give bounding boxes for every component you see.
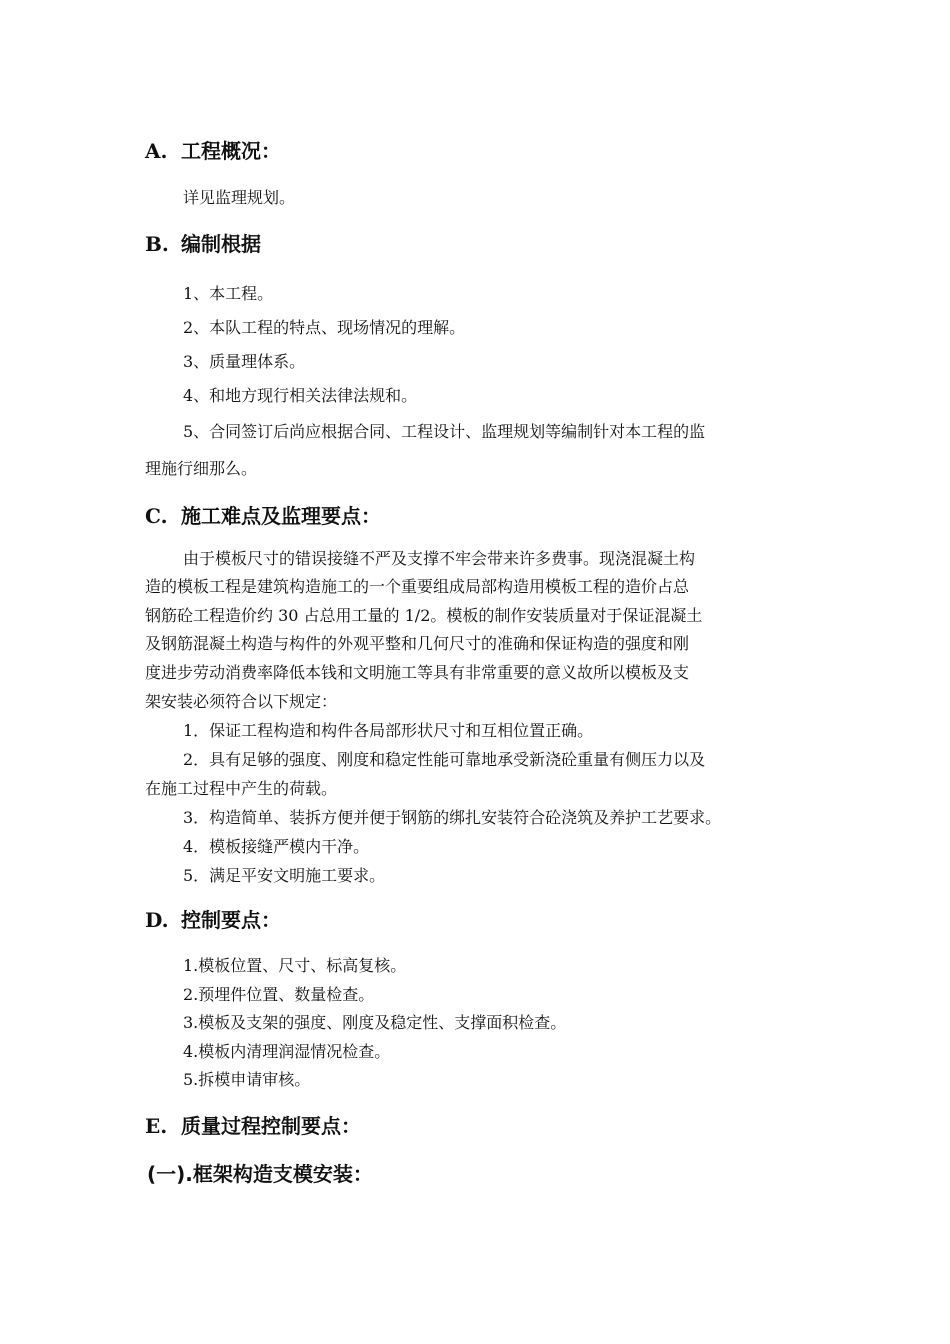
section-a-heading bbox=[145, 138, 281, 164]
intro-line: 由于模板尺寸的错误接缝不严及支撑不牢会带来许多费事。现浇混凝土构 bbox=[183, 549, 696, 568]
rule-item: 4．模板接缝严模内干净。 bbox=[183, 837, 370, 856]
list-item: 1、本工程。 bbox=[183, 284, 274, 303]
section-e-letter: E. bbox=[145, 1114, 168, 1138]
list-item-continuation: 理施行细那么。 bbox=[145, 459, 258, 478]
section-d-heading bbox=[145, 907, 281, 933]
rule-item: 1．保证工程构造和构件各局部形状尺寸和互相位置正确。 bbox=[183, 721, 594, 740]
list-item: 4.模板内清理润湿情况检查。 bbox=[183, 1042, 391, 1061]
section-a-letter: A. bbox=[145, 139, 168, 163]
subsection-e1-heading: (一).框架构造支模安装： bbox=[147, 1162, 373, 1186]
intro-line: 度进步劳动消费率降低本钱和文明施工等具有非常重要的意义故所以模板及支 bbox=[145, 663, 690, 682]
section-e-heading bbox=[145, 1113, 361, 1139]
rule-item: 5．满足平安文明施工要求。 bbox=[183, 866, 386, 885]
list-item: 1.模板位置、尺寸、标高复核。 bbox=[183, 956, 407, 975]
rule-item: 3．构造简单、装拆方便并便于钢筋的绑扎安装符合砼浇筑及养护工艺要求。 bbox=[183, 808, 722, 827]
section-c-heading bbox=[145, 503, 381, 529]
list-item: 3.模板及支架的强度、刚度及稳定性、支撑面积检查。 bbox=[183, 1013, 567, 1032]
section-d-letter: D. bbox=[145, 908, 169, 932]
section-c-title: 施工难点及监理要点： bbox=[181, 504, 381, 528]
section-b-heading bbox=[145, 231, 261, 257]
intro-line: 及钢筋混凝土构造与构件的外观平整和几何尺寸的准确和保证构造的强度和刚 bbox=[145, 634, 690, 653]
intro-line: 钢筋砼工程造价约 30 占总用工量的 1/2。模板的制作安装质量对于保证混凝土 bbox=[145, 606, 703, 625]
section-e-title: 质量过程控制要点： bbox=[181, 1114, 361, 1138]
list-item: 4、和地方现行相关法律法规和。 bbox=[183, 386, 418, 405]
section-a-title: 工程概况： bbox=[181, 139, 281, 163]
section-c-letter: C. bbox=[145, 504, 168, 528]
intro-line: 架安装必须符合以下规定： bbox=[145, 692, 338, 711]
rule-item-continuation: 在施工过程中产生的荷载。 bbox=[145, 779, 338, 798]
intro-line: 造的模板工程是建筑构造施工的一个重要组成局部构造用模板工程的造价占总 bbox=[145, 577, 690, 596]
rule-item: 2．具有足够的强度、刚度和稳定性能可靠地承受新浇砼重量有侧压力以及 bbox=[183, 750, 706, 769]
section-b-title: 编制根据 bbox=[181, 232, 261, 256]
section-d-title: 控制要点： bbox=[181, 908, 281, 932]
list-item: 5.拆模申请审核。 bbox=[183, 1070, 311, 1089]
section-a-body: 详见监理规划。 bbox=[183, 188, 296, 207]
list-item: 2、本队工程的特点、现场情况的理解。 bbox=[183, 318, 466, 337]
section-b-letter: B. bbox=[145, 232, 169, 256]
list-item: 5、合同签订后尚应根据合同、工程设计、监理规划等编制针对本工程的监 bbox=[183, 422, 706, 441]
list-item: 3、质量理体系。 bbox=[183, 352, 306, 371]
list-item: 2.预埋件位置、数量检查。 bbox=[183, 985, 375, 1004]
